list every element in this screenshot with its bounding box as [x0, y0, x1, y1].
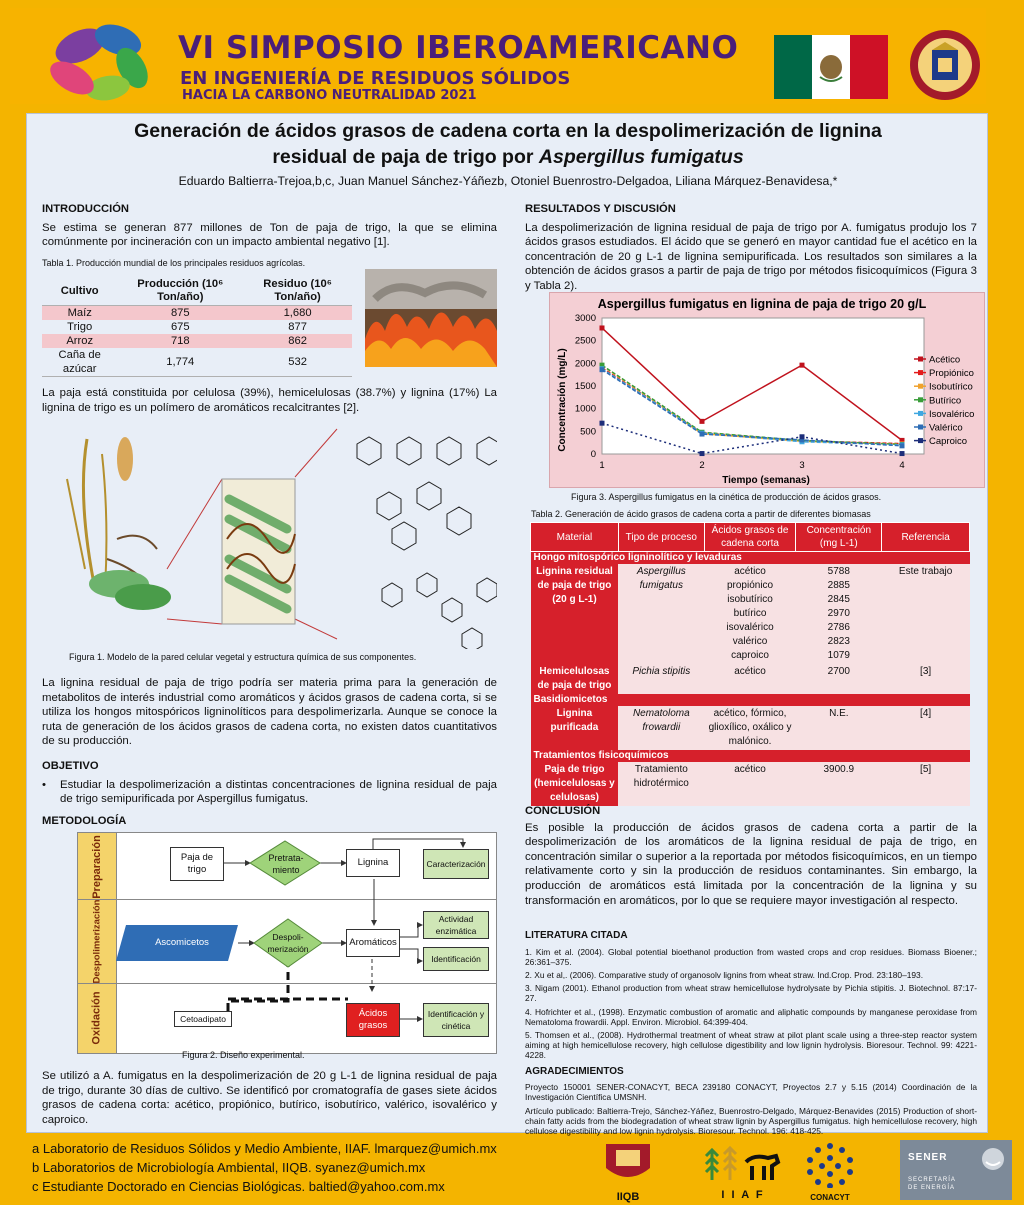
- chart-data-point: [700, 419, 705, 424]
- chart-data-point: [700, 432, 705, 437]
- chart-legend-marker: [918, 411, 923, 416]
- chart-legend-marker: [918, 438, 923, 443]
- lane-preparation-label: Preparación: [91, 835, 103, 899]
- chart-y-tick-label: 500: [580, 426, 596, 438]
- table1-cell: 1,774: [117, 348, 243, 377]
- table1-caption: Tabla 1. Producción mundial de los principales residuos agrícolas.: [42, 257, 306, 268]
- table2-cell: Aspergillus fumigatus: [618, 564, 704, 664]
- figure1-caption: Figura 1. Modelo de la pared celular vegetal y estructura química de sus componentes.: [69, 652, 417, 662]
- conclusion-paragraph: Es posible la producción de ácidos grasos de cadena corta a partir de la despolimerización de los aromáticos de la lignina residual de paja de trigo, en concentración similar o superior a la reportada por métodos fisicoquímicos, en un tiempo relativamente corto y sin la producción de residuos contaminantes. Sin embargo, la producción de aromáticos está limitada por la concentración de la lignina y su transformación en aromáticos, por lo que se requiere mayor investigación al respecto.: [525, 821, 977, 907]
- chart-data-point: [700, 451, 705, 456]
- chart-y-tick-label: 1500: [574, 381, 596, 392]
- intro-paragraph-3: La lignina residual de paja de trigo podría ser materia prima para la generación de metabolitos de interés industrial como aromáticos y ácidos grasos de cadena corta, si se utiliza los hongos mitospóricos ligninolíticos para despolimerizarla. Aunque se conoce la ruta de generación de los ácidos grasos de cadena corta, no existen datos cuantitativos de su producción.: [42, 677, 497, 748]
- chart-legend-marker: [918, 425, 923, 430]
- table1-cell: 877: [288, 321, 307, 333]
- chart-x-tick-label: 4: [899, 460, 905, 471]
- chart-legend-label: Propiónico: [929, 368, 974, 380]
- chart-data-point: [900, 443, 905, 448]
- chart-plot-area: [602, 318, 924, 454]
- chart-legend-marker: [918, 357, 923, 362]
- chart-x-tick-label: 3: [799, 460, 805, 471]
- chart-legend-label: Acético: [929, 354, 961, 366]
- figure3-chart: [549, 292, 985, 488]
- header-banner: [10, 8, 986, 104]
- table1-cell: Maíz: [42, 306, 117, 321]
- acknowledgements-heading: AGRADECIMIENTOS: [525, 1065, 624, 1077]
- table2-cell: Tratamiento hidrotérmico: [618, 762, 704, 806]
- chart-y-tick-label: 0: [590, 449, 596, 460]
- intro-paragraph-2: La paja está constituida por celulosa (39%), hemicelulosas (38.7%) y lignina (17%) La lignina de trigo es un polímero de aromáticos recalcitrantes [2].: [42, 387, 497, 414]
- characterization-box: Caracterización: [423, 849, 489, 879]
- figure3-caption: Figura 3. Aspergillus fumigatus en la cinética de producción de ácidos grasos.: [571, 492, 882, 502]
- affiliation-b: b Laboratorios de Microbiología Ambiental, IIQB. syanez@umich.mx: [32, 1160, 426, 1175]
- header-subtitle: EN INGENIERÍA DE RESIDUOS SÓLIDOS: [180, 68, 571, 89]
- header-title: VI SIMPOSIO IBEROAMERICANO: [178, 30, 739, 66]
- paja-box: Paja de trigo: [170, 847, 224, 881]
- chart-y-tick-label: 2000: [574, 358, 596, 370]
- affiliation-a: a Laboratorio de Residuos Sólidos y Medio Ambiente, IIAF. lmarquez@umich.mx: [32, 1141, 497, 1156]
- chart-data-point: [800, 434, 805, 439]
- table2-cell: 2700: [796, 664, 882, 694]
- table1-cell: 532: [243, 348, 352, 377]
- enzymatic-activity-box: Actividad enzimática: [423, 911, 489, 939]
- table2-cell: Nematoloma frowardii: [618, 706, 704, 750]
- table2-header: Tipo de proceso: [618, 523, 704, 552]
- chart-title: Aspergillus fumigatus en lignina de paja de trigo 20 g/L: [597, 297, 927, 311]
- chart-legend-marker: [918, 384, 923, 389]
- methods-paragraph: Se utilizó a A. fumigatus en la despolimerización de 20 g L-1 de lignina residual de paja de trigo, durante 30 días de cultivo. Se identificó por cromatografía de gases siete ácidos grasos de cadena corta: acético, propiónico, butírico, isobutírico, valérico, isovalérico y caproico.: [42, 1070, 497, 1126]
- authors-line: Eduardo Baltierra-Trejoa,b,c, Juan Manuel Sánchez-Yáñezb, Otoniel Buenrostro-Delgadoa, Liliana Márquez-Benavidesa,*: [178, 174, 838, 188]
- table2-header: Ácidos grasos de cadena corta: [704, 523, 796, 552]
- table1-cell: 675: [170, 321, 190, 333]
- table2-cell: Lignina purificada: [531, 706, 619, 750]
- table2-group: Hongo mitospórico ligninolítico y levaduras: [531, 552, 970, 565]
- table1-cell: 862: [243, 334, 352, 348]
- chart-x-tick-label: 1: [599, 460, 605, 471]
- table1-header: Residuo (10⁶ Ton/año): [243, 277, 352, 306]
- table1-cell: 718: [117, 334, 243, 348]
- table2-cell: 5788 2885 2845 2970 2786 2823 1079: [796, 564, 882, 664]
- fatty-acids-box: Ácidos grasos: [346, 1003, 400, 1037]
- conclusion-heading: CONCLUSIÓN: [525, 805, 601, 817]
- header-tagline: HACIA LA CARBONO NEUTRALIDAD 2021: [182, 88, 477, 103]
- table2-cell: acético: [704, 664, 796, 694]
- identification-kinetics-box: Identificación y cinética: [423, 1003, 489, 1037]
- reference-item: 4. Hofrichter et al., (1998). Enzymatic combustion of aromatic and aliphatic compounds by manganese peroxidase from Nematoloma frowardii. Appl. Environ. Microbiol. 64:399-404.: [525, 1006, 977, 1027]
- table2-cell: acético propiónico isobutírico butírico isovalérico valérico caproico: [704, 564, 796, 664]
- figure2-caption: Figura 2. Diseño experimental.: [182, 1050, 305, 1060]
- table2-cell: Pichia stipitis: [618, 664, 704, 694]
- symposium-flower-logo: [40, 16, 170, 108]
- table2-cell: [5]: [882, 762, 970, 806]
- bullet-icon: •: [42, 778, 46, 791]
- objective-item: • Estudiar la despolimerización a distintas concentraciones de lignina residual de paja de trigo semipurificada por Aspergillus fumigatus.: [42, 778, 497, 806]
- chart-data-point: [900, 451, 905, 456]
- table1-cell: Arroz: [42, 334, 117, 348]
- table2-group: Basidiomicetos: [531, 694, 970, 706]
- cell-wall-figure: [47, 419, 497, 649]
- affiliation-c: c Estudiante Doctorado en Ciencias Biológicas. baltied@yahoo.com.mx: [32, 1179, 445, 1194]
- table2-cell: acético: [704, 762, 796, 806]
- chart-legend-label: Caproico: [929, 436, 968, 448]
- chart-legend-marker: [918, 397, 923, 402]
- table2-cell: acético, fórmico, glioxílico, oxálico y malónico.: [704, 706, 796, 750]
- methods-diagram: [77, 832, 497, 1054]
- reference-item: 1. Kim et al. (2004). Global potential bioethanol production from wasted crops and crop residues. Biomass Bioener.; 26:361–375.: [525, 946, 977, 967]
- published-article-paragraph: Artículo publicado: Baltierra-Trejo, Sánchez-Yáñez, Buenrostro-Delgado, Márquez-Benavides (2015) Production of short-chain fatty acids from the biodegradation of wheat straw lignin by Aspergillus fumigatus. high hemicellulose recovery, high cellulose digestibility and low lignin hydrolysis. Bioresour. Technol. 196: 418-425.: [525, 1105, 977, 1137]
- chart-legend-label: Butírico: [929, 395, 962, 407]
- table1-cell: 875: [117, 306, 243, 321]
- table2-cell: Lignina residual de paja de trigo (20 g L-1): [531, 564, 619, 664]
- identification-box: Identificación: [423, 947, 489, 971]
- table1-cell: Caña de azúcar: [42, 348, 117, 377]
- chart-legend-marker: [918, 370, 923, 375]
- reference-item: 3. Nigam (2001). Ethanol production from wheat straw hemicellulose hydrolysate by Pichia stipitis. J. Biotechnol. 87:17-27.: [525, 983, 977, 1004]
- line-chart: [550, 293, 984, 487]
- chart-x-axis-label: Tiempo (semanas): [722, 475, 810, 486]
- chart-x-tick-label: 2: [699, 460, 705, 471]
- chart-y-axis-label: Concentración (mg/L): [557, 348, 568, 452]
- depolymerization-box: Despoli- merización: [267, 932, 309, 954]
- chart-legend-label: Isobutírico: [929, 381, 973, 393]
- table1-header: Producción (10⁶ Ton/año): [117, 277, 243, 306]
- lane-depolymerization-label: Despolimerización: [91, 899, 103, 983]
- sener-logo: SENER SECRETARÍA DE ENERGÍA: [900, 1140, 1012, 1200]
- table2-caption: Tabla 2. Generación de ácido grasos de cadena corta a partir de diferentes biomasas: [531, 509, 871, 519]
- ascomycetes-box: Ascomicetos: [155, 937, 209, 948]
- poster-panel: [26, 113, 988, 1137]
- table2-cell: N.E.: [796, 706, 882, 750]
- chart-y-tick-label: 2500: [574, 335, 596, 347]
- chart-legend-label: Valérico: [929, 422, 963, 434]
- iiaf-logo: I I A F: [698, 1140, 788, 1200]
- table2-group: Tratamientos fisicoquímicos: [531, 750, 970, 762]
- table2-header: Concentración (mg L-1): [796, 523, 882, 552]
- table2-cell: Este trabajo: [882, 564, 970, 664]
- table1-cell: Trigo: [67, 321, 93, 333]
- cetoadipate-box: Cetoadipato: [174, 1011, 232, 1027]
- intro-paragraph-1: Se estima se generan 877 millones de Ton de paja de trigo, la que se elimina comúnmente por incineración con un impacto ambiental negativo [1].: [42, 221, 497, 249]
- chart-data-point: [600, 367, 605, 372]
- conacyt-logo: CONACYT: [800, 1140, 860, 1200]
- objective-heading: OBJETIVO: [42, 760, 99, 772]
- chart-data-point: [600, 421, 605, 426]
- poster-title: Generación de ácidos grasos de cadena corta en la despolimerización de lignina residual de paja de trigo por Aspergillus fumigatus: [134, 120, 882, 168]
- mexico-flag: [774, 35, 888, 99]
- chart-data-point: [600, 325, 605, 330]
- lignina-box: Lignina: [346, 849, 400, 877]
- table2-cell: [4]: [882, 706, 970, 750]
- references-heading: LITERATURA CITADA: [525, 930, 628, 941]
- acknowledgements-paragraph: Proyecto 150001 SENER-CONACYT, BECA 239180 CONACYT, Proyectos 2.7 y 5.15 (2014) Coordinación de la Investigación Científica UMSNH.: [525, 1082, 977, 1103]
- table1: [42, 277, 352, 377]
- chart-legend-label: Isovalérico: [929, 408, 975, 420]
- results-paragraph: La despolimerización de lignina residual de paja de trigo por A. fumigatus produjo los 7 ácidos grasos estudiados. El ácido que se generó en mayor cantidad fue el acético en la concentración de 20 g L-1 de lignina semipurificada. Los resultados son similares a la obtención de ácidos grasos a partir de paja de trigo por métodos fisicoquímicos (Figura 3 y Tabla 2).: [525, 221, 977, 292]
- reference-item: 5. Thomsen et al., (2008). Hydrothermal treatment of wheat straw at pilot plant scale using a three-step reactor system aiming at high hemicellulose recovery, high cellulose digestibility and low lignin hydrolysis. Bioresour. Technol. 99: 4221-4228.: [525, 1030, 977, 1061]
- university-seal: [908, 22, 982, 108]
- burning-straw-photo: [365, 269, 497, 367]
- methods-heading: METODOLOGÍA: [42, 815, 127, 827]
- pretreatment-box: Pretrata- miento: [268, 853, 304, 875]
- table2-cell: Hemicelulosas de paja de trigo: [531, 664, 619, 694]
- chart-y-tick-label: 3000: [574, 313, 596, 324]
- intro-heading: INTRODUCCIÓN: [42, 203, 130, 215]
- table2-cell: Paja de trigo (hemicelulosas y celulosas): [531, 762, 619, 806]
- chart-data-point: [800, 363, 805, 368]
- chart-y-tick-label: 1000: [574, 403, 596, 415]
- table2-cell: [3]: [882, 664, 970, 694]
- table2-cell: 3900.9: [796, 762, 882, 806]
- table1-cell: 1,680: [243, 306, 352, 321]
- table2-header: Material: [531, 523, 619, 552]
- reference-item: 2. Xu et al,. (2006). Comparative study of organosolv lignins from wheat straw. Ind.Crop. Prod. 23:180–193.: [525, 970, 924, 980]
- table2: [530, 522, 970, 806]
- lane-oxidation-label: Oxidación: [91, 991, 103, 1045]
- footer: [10, 1140, 1014, 1203]
- table1-header: Cultivo: [42, 277, 117, 306]
- results-heading: RESULTADOS Y DISCUSIÓN: [525, 203, 676, 215]
- iiqb-logo: IIQB: [598, 1140, 658, 1200]
- table2-header: Referencia: [882, 523, 970, 552]
- aromatics-box: Aromáticos: [346, 929, 400, 957]
